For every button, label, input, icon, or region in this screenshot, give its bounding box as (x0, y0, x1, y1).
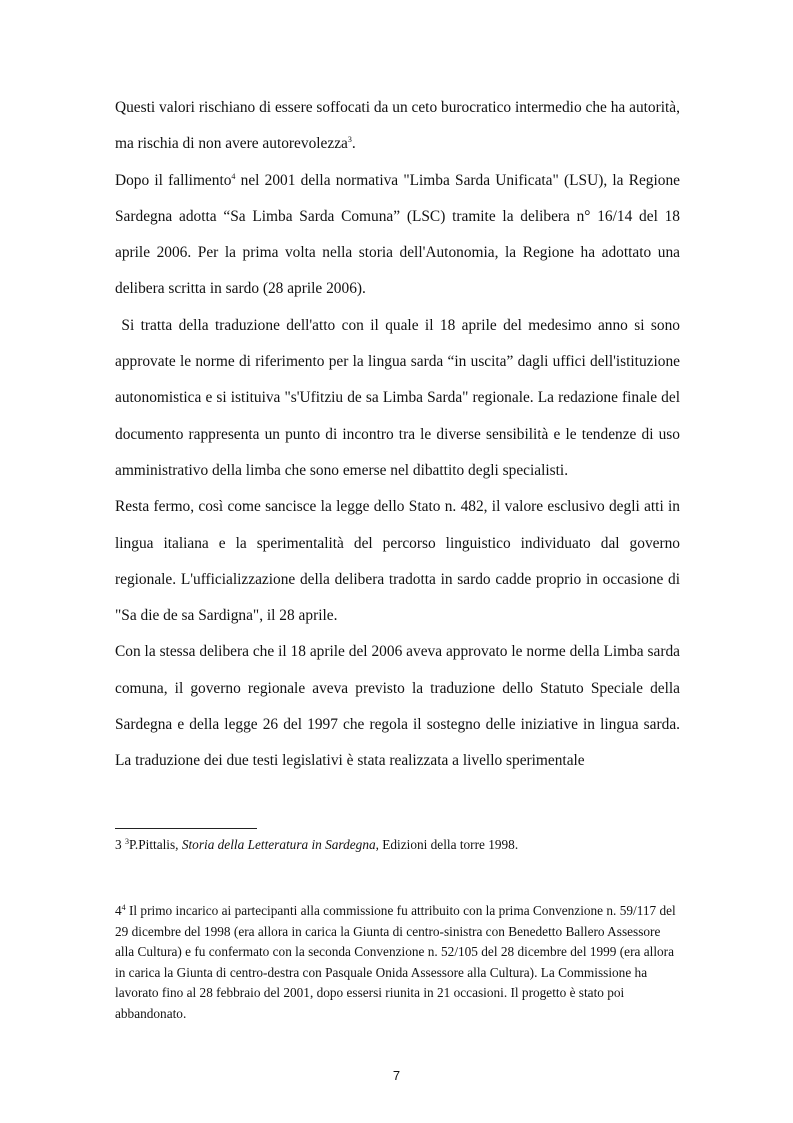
footnote-4 (115, 901, 681, 1025)
paragraph-5: Con la stessa delibera che il 18 aprile del 2006 aveva approvato le norme della Limba sarda comuna, il governo regionale aveva previsto la traduzione dello Statuto Speciale della Sardegna e della legge 26 del 1997 che regola il sostegno delle iniziative in lingua sarda. La traduzione dei due testi legislativi è stata realizzata a livello sperimentale (115, 643, 680, 770)
footnote-4-mark: 4 (121, 903, 126, 912)
paragraph-4: Resta fermo, così come sancisce la legge dello Stato n. 482, il valore esclusivo degli atti in lingua italiana e la sperimentalità del percorso linguistico individuato dal governo regionale. L'ufficializzazione della delibera tradotta in sardo cadde proprio in occasione di "Sa die de sa Sardigna", il 28 aprile. (115, 498, 680, 625)
paragraph-1 (115, 90, 680, 163)
footnote-3-rest: , Edizioni della torre 1998. (375, 837, 519, 852)
footnote-3-number: 3 (115, 837, 122, 852)
body-text (115, 90, 680, 780)
page-number: 7 (392, 1068, 401, 1083)
paragraph-2-text-b: nel 2001 della normativa "Limba Sarda Unificata" (LSU), la Regione Sardegna adotta “Sa Limba Sarda Comuna” (LSC) tramite la delibera n° 16/14 del 18 aprile 2006. Per la prima volta nella storia dell'Autonomia, la Regione ha adottato una delibera scritta in sardo (28 aprile 2006). (115, 171, 680, 298)
paragraph-1-end: . (351, 135, 356, 153)
paragraph-3 (115, 308, 680, 489)
paragraph-2 (115, 163, 680, 308)
paragraph-3-text: Si tratta della traduzione dell'atto con il quale il 18 aprile del medesimo anno si sono approvate le norme di riferimento per la lingua sarda “in uscita” dagli uffici dell'istituzione autonomistica e si istituiva "s'Ufitziu de sa Limba Sarda" regionale. La redazione finale del documento rappresenta un punto di incontro tra le diverse sensibilità e le tendenze di uso amministrativo della limba che sono emerse nel dibattito degli specialisti. (115, 316, 680, 479)
footnote-3-title: Storia della Letteratura in Sardegna (181, 837, 376, 852)
paragraph-2-text-a: Dopo il fallimento (115, 171, 232, 189)
footnote-ref-4[interactable]: 4 (231, 171, 236, 181)
footnote-ref-3[interactable]: 3 (347, 135, 352, 145)
footnote-4-number: 4 (115, 903, 122, 918)
footnote-3-mark: 3 (124, 837, 129, 846)
footnote-3-author: P.Pittalis, (128, 837, 182, 852)
footnote-separator (115, 828, 257, 829)
paragraph-1-text: Questi valori rischiano di essere soffocati da un ceto burocratico intermedio che ha autorità, ma rischia di non avere autorevolezza (115, 99, 680, 153)
footnote-3 (115, 835, 681, 856)
footnote-4-text: Il primo incarico ai partecipanti alla commissione fu attribuito con la prima Convenzione n. 59/117 del 29 dicembre del 1998 (era allora in carica la Giunta di centro-sinistra con Benedetto Ballero Assessore alla Cultura) e fu confermato con la seconda Convenzione n. 52/105 del 28 dicembre del 1999 (era allora in carica la Giunta di centro-destra con Pasquale Onida Assessore alla Cultura). La Commissione ha lavorato fino al 28 febbraio del 2001, dopo essersi riunita in 21 occasioni. Il progetto è stato poi abbandonato. (115, 903, 676, 1021)
